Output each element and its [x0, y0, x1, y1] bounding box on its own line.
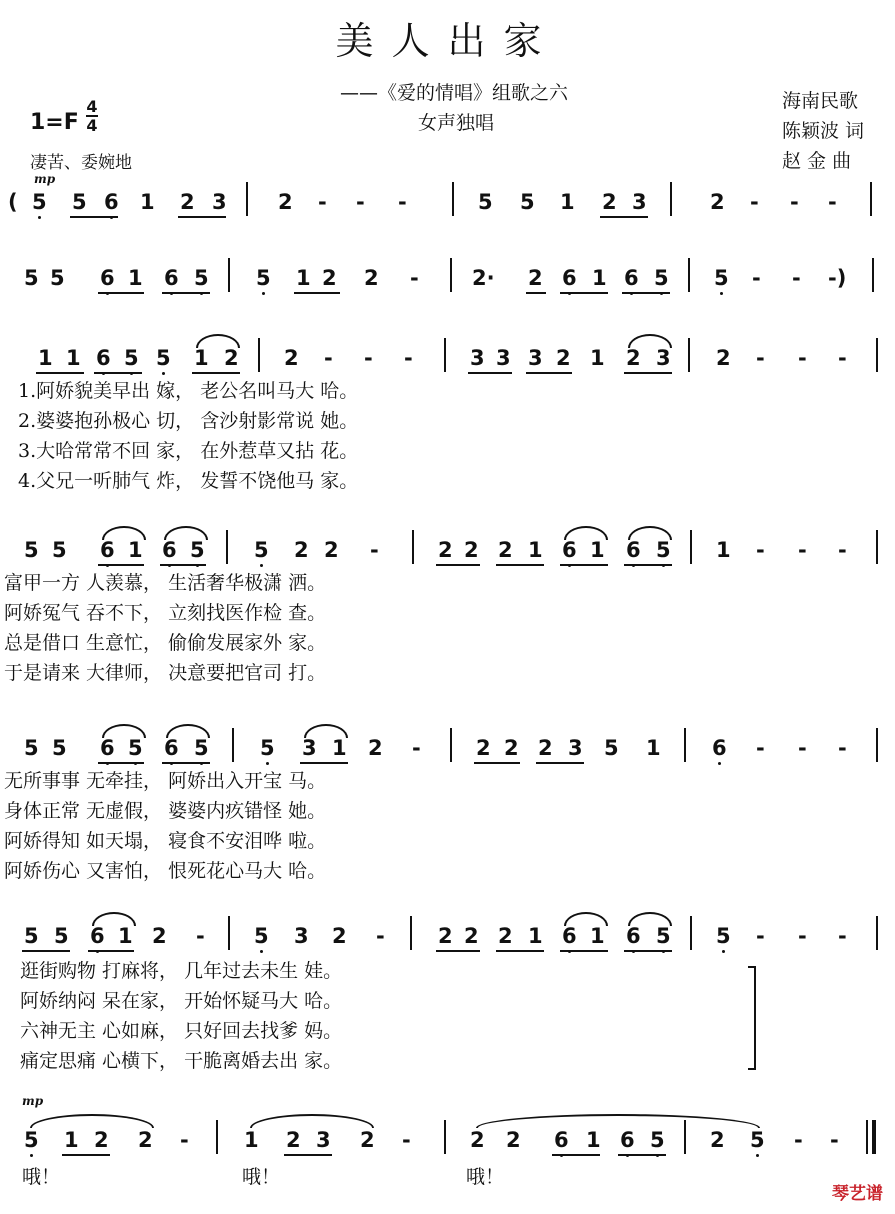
lyric-line: 阿娇冤气 吞不下， 立刻找医作检 查。	[4, 602, 327, 624]
note: 3	[294, 924, 309, 948]
final-barline-thick	[872, 1120, 876, 1154]
note: 5	[124, 346, 139, 370]
note: 2	[710, 1128, 725, 1152]
beam	[70, 216, 118, 218]
dash: -	[356, 190, 365, 214]
note: 1	[194, 346, 209, 370]
note: 1	[64, 1128, 79, 1152]
note: 1	[38, 346, 53, 370]
note: 5	[254, 924, 269, 948]
barline	[688, 338, 690, 372]
time-signature-top: 4	[86, 97, 98, 116]
performance-type: 女声独唱	[418, 112, 495, 134]
lyric-line: 阿娇纳闷 呆在家， 开始怀疑马大 哈。	[20, 990, 343, 1012]
barline	[690, 916, 692, 950]
note: 1	[128, 538, 143, 562]
note: 1	[66, 346, 81, 370]
credit-composer: 赵 金 曲	[782, 150, 852, 172]
note: 6	[626, 538, 641, 562]
note: 6	[104, 190, 119, 214]
note: 1	[296, 266, 311, 290]
note: 6	[164, 266, 179, 290]
note: 2	[626, 346, 641, 370]
note: 6	[100, 266, 115, 290]
note: 5	[604, 736, 619, 760]
note: 5	[24, 924, 39, 948]
beam	[496, 564, 544, 566]
credit-lyricist: 陈颖波 词	[782, 120, 865, 142]
note: 1	[646, 736, 661, 760]
repeat-bracket	[748, 966, 756, 1070]
note: 3	[470, 346, 485, 370]
slur	[92, 912, 136, 926]
note: 5	[24, 736, 39, 760]
dash: -	[412, 736, 421, 760]
beam	[284, 1154, 332, 1156]
beam	[22, 950, 70, 952]
note: 6	[562, 266, 577, 290]
dash: -	[756, 538, 765, 562]
barline	[258, 338, 260, 372]
note: 2	[504, 736, 519, 760]
note: 6	[554, 1128, 569, 1152]
note: 5	[520, 190, 535, 214]
slur	[628, 526, 672, 540]
barline	[690, 530, 692, 564]
beam	[98, 292, 144, 294]
note: 2	[464, 538, 479, 562]
beam	[94, 372, 142, 374]
note: 1	[118, 924, 133, 948]
dash: -	[404, 346, 413, 370]
note: 6	[626, 924, 641, 948]
beam	[622, 292, 670, 294]
note: 2	[368, 736, 383, 760]
dash: -	[410, 266, 419, 290]
lyric-line: 六神无主 心如麻， 只好回去找爹 妈。	[20, 1020, 343, 1042]
barline	[876, 916, 878, 950]
dash: -	[838, 924, 847, 948]
note: 6	[562, 538, 577, 562]
barline	[670, 182, 672, 216]
note: 2	[438, 924, 453, 948]
slur	[628, 334, 672, 348]
note: 5	[54, 924, 69, 948]
note: 5	[650, 1128, 665, 1152]
note: 5	[254, 538, 269, 562]
note: 2	[278, 190, 293, 214]
dash: -	[752, 266, 761, 290]
barline	[246, 182, 248, 216]
note: 6	[164, 736, 179, 760]
dash: -	[798, 346, 807, 370]
note: 6	[562, 924, 577, 948]
slur	[564, 526, 608, 540]
barline	[684, 1120, 686, 1154]
note: 2	[286, 1128, 301, 1152]
dash: -)	[828, 266, 847, 290]
dash: -	[398, 190, 407, 214]
barline	[684, 728, 686, 762]
note: 2	[438, 538, 453, 562]
note: 1	[128, 266, 143, 290]
beam	[496, 950, 544, 952]
note: 5	[260, 736, 275, 760]
beam	[178, 216, 226, 218]
dash: -	[180, 1128, 189, 1152]
beam	[436, 564, 480, 566]
beam	[526, 292, 546, 294]
beam	[474, 762, 520, 764]
beam	[618, 1154, 666, 1156]
dash: -	[790, 190, 799, 214]
note: 2	[224, 346, 239, 370]
beam	[192, 372, 240, 374]
barline	[870, 182, 872, 216]
slur	[102, 724, 146, 738]
dash: -	[838, 538, 847, 562]
note: 1	[590, 346, 605, 370]
note: 6	[90, 924, 105, 948]
beam	[300, 762, 348, 764]
barline	[228, 916, 230, 950]
music-line-4	[20, 538, 880, 568]
open-paren: (	[8, 190, 18, 214]
note: 2	[464, 924, 479, 948]
dash: -	[750, 190, 759, 214]
slur	[30, 1114, 154, 1128]
note: 5	[190, 538, 205, 562]
note: 5	[194, 266, 209, 290]
note: 2	[538, 736, 553, 760]
time-signature-bottom: 4	[86, 116, 98, 135]
dash: -	[794, 1128, 803, 1152]
note: 3	[212, 190, 227, 214]
dash: -	[756, 924, 765, 948]
lyric-line: 痛定思痛 心横下， 干脆离婚去出 家。	[20, 1050, 343, 1072]
music-line-5	[20, 736, 880, 766]
barline	[876, 338, 878, 372]
lyric-oh: 哦！	[466, 1166, 505, 1188]
note: 1	[592, 266, 607, 290]
slur	[250, 1114, 374, 1128]
beam	[98, 762, 144, 764]
beam	[162, 762, 210, 764]
note: 5	[72, 190, 87, 214]
note: 5	[714, 266, 729, 290]
note: 5	[256, 266, 271, 290]
lyric-line: 4.父兄一听肺气 炸， 发誓不饶他马 家。	[18, 470, 359, 492]
credit-origin: 海南民歌	[782, 90, 859, 112]
note: 2	[498, 538, 513, 562]
lyric-line: 阿娇伤心 又害怕， 恨死花心马大 哈。	[4, 860, 327, 882]
note: 2	[152, 924, 167, 948]
note: 2	[94, 1128, 109, 1152]
note: 3	[656, 346, 671, 370]
dynamic-marking-2: mp	[22, 1094, 44, 1108]
note: 2	[364, 266, 379, 290]
beam	[62, 1154, 110, 1156]
note: 5	[656, 538, 671, 562]
note: 2	[284, 346, 299, 370]
key-signature: 1=F	[30, 110, 79, 135]
dash: -	[830, 1128, 839, 1152]
slur	[564, 912, 608, 926]
note: 3	[316, 1128, 331, 1152]
note: 6	[712, 736, 727, 760]
lyric-line: 1.阿娇貌美早出 嫁， 老公名叫马大 哈。	[18, 380, 359, 402]
note: 5	[24, 1128, 39, 1152]
note: 2	[716, 346, 731, 370]
barline	[444, 338, 446, 372]
barline	[452, 182, 454, 216]
slur	[196, 334, 240, 348]
dash: -	[196, 924, 205, 948]
dash: -	[364, 346, 373, 370]
note: 3	[528, 346, 543, 370]
beam	[552, 1154, 600, 1156]
beam	[600, 216, 648, 218]
dash: -	[756, 736, 765, 760]
barline	[410, 916, 412, 950]
dynamic-marking-1: mp	[34, 172, 56, 186]
dash: -	[798, 538, 807, 562]
beam	[468, 372, 512, 374]
barline	[450, 258, 452, 292]
lyric-line: 3.大哈常常不回 家， 在外惹草又拈 花。	[18, 440, 359, 462]
dash: -	[838, 736, 847, 760]
slur	[102, 526, 146, 540]
note: 3	[568, 736, 583, 760]
beam	[294, 292, 340, 294]
note: 2	[476, 736, 491, 760]
note: 5	[654, 266, 669, 290]
note: 5	[52, 736, 67, 760]
lyric-line: 富甲一方 人羡慕， 生活奢华极潇 洒。	[4, 572, 327, 594]
dash: -	[756, 346, 765, 370]
music-line-7	[20, 1128, 880, 1158]
note: 1	[586, 1128, 601, 1152]
dash: -	[370, 538, 379, 562]
beam	[624, 372, 672, 374]
note: 6	[624, 266, 639, 290]
note: 6	[96, 346, 111, 370]
note: 5	[24, 538, 39, 562]
lyric-line: 无所事事 无牵挂， 阿娇出入开宝 马。	[4, 770, 327, 792]
barline	[228, 258, 230, 292]
barline	[232, 728, 234, 762]
song-title: 美人出家	[335, 19, 560, 63]
beam	[536, 762, 584, 764]
note: 5	[656, 924, 671, 948]
note: 1	[528, 538, 543, 562]
note: 1	[716, 538, 731, 562]
barline	[688, 258, 690, 292]
dash: -	[838, 346, 847, 370]
lyric-line: 总是借口 生意忙， 偷偷发展家外 家。	[4, 632, 327, 654]
note: 5	[478, 190, 493, 214]
slur	[628, 912, 672, 926]
note: 2·	[472, 266, 495, 290]
lyric-line: 逛街购物 打麻将， 几年过去未生 娃。	[20, 960, 343, 982]
note: 1	[590, 538, 605, 562]
note: 6	[100, 736, 115, 760]
note: 2	[506, 1128, 521, 1152]
lyric-line: 于是请来 大律师， 决意要把官司 打。	[4, 662, 327, 684]
dash: -	[376, 924, 385, 948]
lyric-line: 2.婆婆抱孙极心 切， 含沙射影常说 她。	[18, 410, 359, 432]
slur	[304, 724, 348, 738]
barline	[412, 530, 414, 564]
note: 2	[360, 1128, 375, 1152]
barline	[872, 258, 874, 292]
note: 5	[716, 924, 731, 948]
beam	[436, 950, 480, 952]
barline	[444, 1120, 446, 1154]
time-signature	[86, 98, 98, 134]
beam	[624, 950, 672, 952]
note: 6	[100, 538, 115, 562]
beam	[624, 564, 672, 566]
music-line-3	[20, 346, 880, 376]
note: 2	[138, 1128, 153, 1152]
note: 6	[162, 538, 177, 562]
barline	[216, 1120, 218, 1154]
subtitle: ——《爱的情唱》组歌之六	[340, 82, 569, 104]
beam	[162, 292, 210, 294]
barline	[876, 728, 878, 762]
slur	[166, 724, 210, 738]
dash: -	[402, 1128, 411, 1152]
note: 3	[632, 190, 647, 214]
note: 2	[498, 924, 513, 948]
note: 3	[302, 736, 317, 760]
note: 1	[332, 736, 347, 760]
note: 5	[156, 346, 171, 370]
music-line-6	[20, 924, 880, 954]
note: 2	[294, 538, 309, 562]
beam	[88, 950, 134, 952]
expression-marking: 凄苦、委婉地	[30, 153, 132, 173]
dash: -	[798, 924, 807, 948]
note: 2	[710, 190, 725, 214]
slur	[476, 1114, 760, 1128]
beam	[526, 372, 572, 374]
beam	[98, 564, 144, 566]
beam	[160, 564, 206, 566]
note: 1	[590, 924, 605, 948]
barline	[450, 728, 452, 762]
note: 2	[602, 190, 617, 214]
dash: -	[798, 736, 807, 760]
dash: -	[324, 346, 333, 370]
note: 2	[528, 266, 543, 290]
note: 6	[620, 1128, 635, 1152]
lyric-oh: 哦！	[22, 1166, 61, 1188]
dash: -	[318, 190, 327, 214]
beam	[36, 372, 84, 374]
barline	[226, 530, 228, 564]
dash: -	[828, 190, 837, 214]
note: 2	[322, 266, 337, 290]
note: 5	[32, 190, 47, 214]
lyric-oh: 哦！	[242, 1166, 281, 1188]
dash: -	[792, 266, 801, 290]
note: 2	[324, 538, 339, 562]
barline	[876, 530, 878, 564]
note: 3	[496, 346, 511, 370]
note: 5	[128, 736, 143, 760]
note: 1	[528, 924, 543, 948]
note: 1	[140, 190, 155, 214]
site-watermark: 琴艺谱	[832, 1184, 883, 1204]
beam	[560, 950, 608, 952]
music-line-2	[20, 266, 880, 296]
note: 5	[24, 266, 39, 290]
note: 1	[244, 1128, 259, 1152]
lyric-line: 阿娇得知 如天塌， 寝食不安泪哗 啦。	[4, 830, 327, 852]
final-barline-thin	[866, 1120, 868, 1154]
beam	[560, 564, 608, 566]
note: 5	[50, 266, 65, 290]
note: 2	[180, 190, 195, 214]
note: 5	[750, 1128, 765, 1152]
beam	[560, 292, 608, 294]
note: 5	[52, 538, 67, 562]
note: 2	[332, 924, 347, 948]
music-line-1	[8, 190, 880, 220]
note: 2	[556, 346, 571, 370]
note: 2	[470, 1128, 485, 1152]
note: 5	[194, 736, 209, 760]
note: 1	[560, 190, 575, 214]
lyric-line: 身体正常 无虚假， 婆婆内疚错怪 她。	[4, 800, 327, 822]
slur	[164, 526, 208, 540]
